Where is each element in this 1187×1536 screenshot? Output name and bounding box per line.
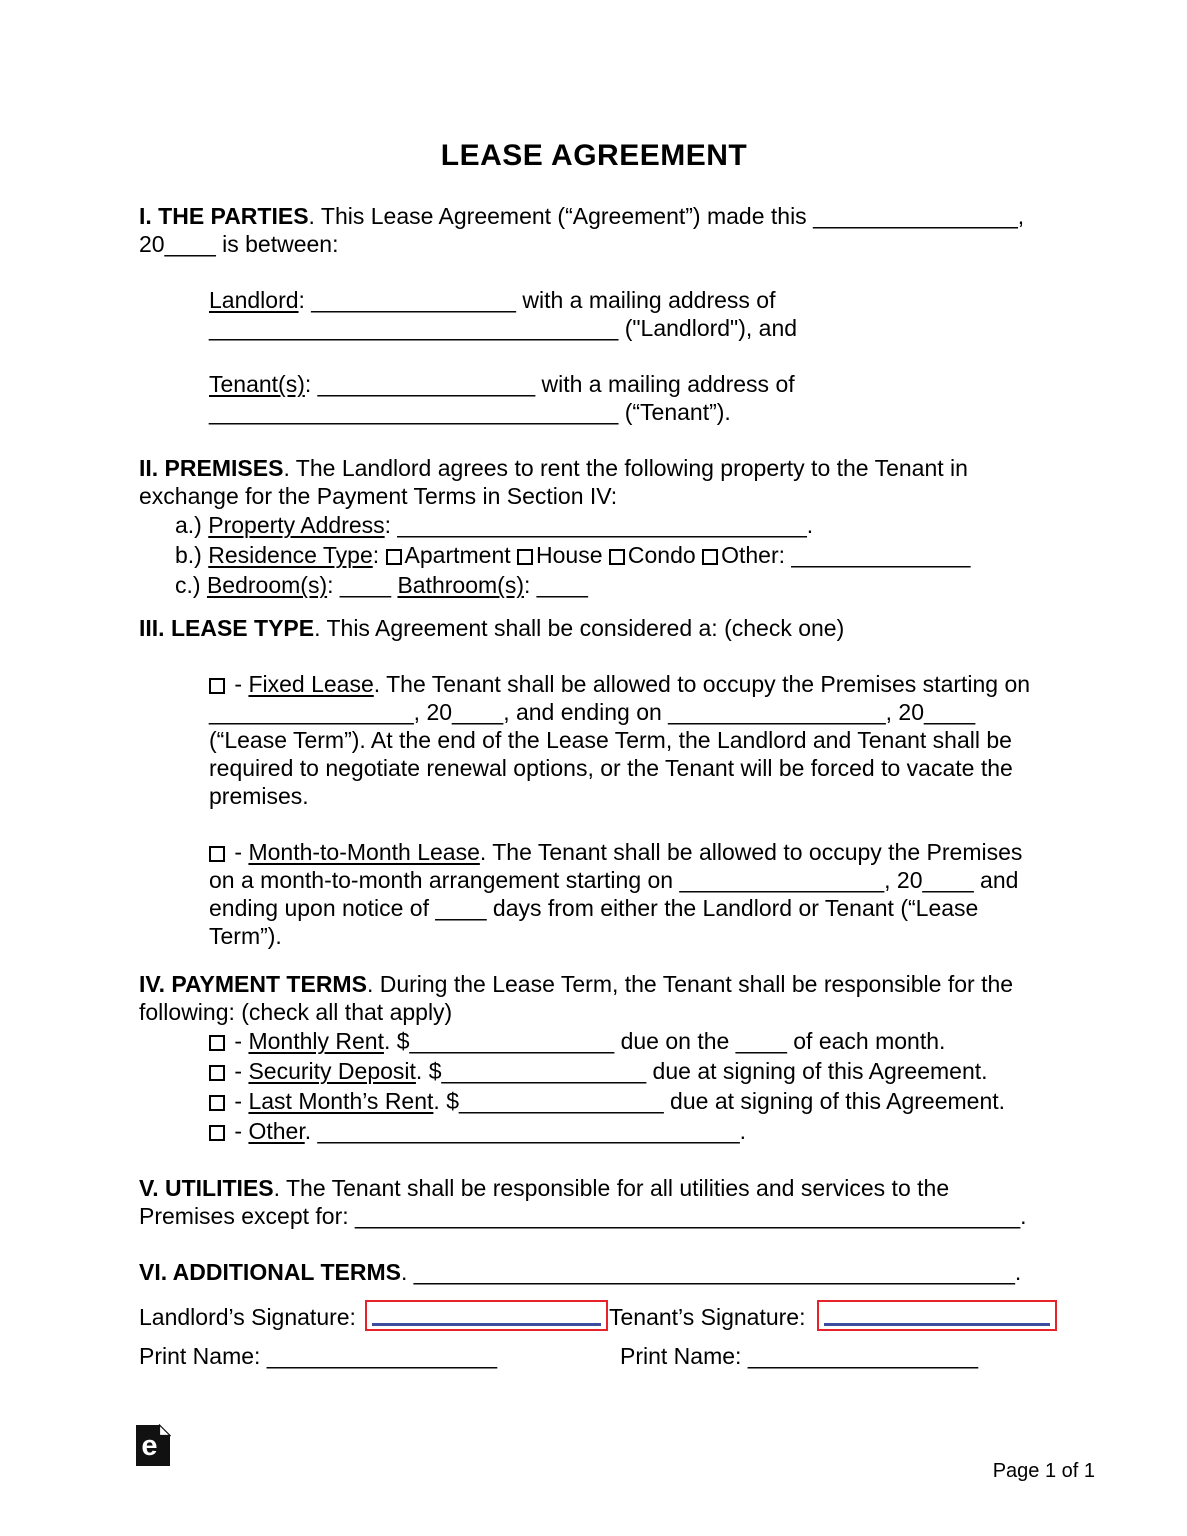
section-additional-terms-blank: . _______________________________________________.: [400, 1259, 1022, 1285]
landlord-signature-field[interactable]: [365, 1300, 608, 1331]
other-payment-label: Other: [248, 1118, 305, 1144]
monthly-rent-text: . $________________ due on the ____ of each month.: [383, 1028, 946, 1054]
tenant-signature-field[interactable]: [817, 1300, 1057, 1331]
section-payment-heading: IV. PAYMENT TERMS: [139, 971, 367, 997]
section-lease-type: [139, 614, 1049, 642]
eforms-logo: [135, 1424, 171, 1467]
monthly-rent-label: Monthly Rent: [248, 1028, 384, 1054]
checkbox-other-payment[interactable]: [209, 1125, 225, 1141]
section-lease-type-text: . This Agreement shall be considered a: (check one): [314, 615, 845, 641]
page-number: Page 1 of 1: [992, 1460, 1095, 1482]
dash: -: [228, 1028, 249, 1054]
section-utilities: [139, 1174, 1049, 1230]
month-to-month-text: . The Tenant shall be allowed to occupy the Premises on a month-to-month arrangement starting on ________________, 20____ and ending upon notice of ____ days from either the Landlord or Tenant (“Lease Term”).: [209, 839, 1023, 949]
section-payment-terms: [139, 970, 1049, 1026]
residence-type-label: Residence Type: [208, 542, 373, 568]
section-additional-terms-heading: VI. ADDITIONAL TERMS: [139, 1259, 401, 1285]
property-address-label: Property Address: [208, 512, 385, 538]
payment-item-other: [209, 1116, 1049, 1146]
landlord-signature-label: Landlord’s Signature:: [139, 1304, 356, 1330]
checkbox-other-residence[interactable]: [702, 549, 718, 565]
month-to-month-clause: [209, 838, 1049, 950]
tenant-signature-label: Tenant’s Signature:: [609, 1304, 806, 1330]
section-lease-type-heading: III. LEASE TYPE: [139, 615, 315, 641]
checkbox-condo[interactable]: [609, 549, 625, 565]
premises-item-property-address: [175, 510, 1049, 540]
premises-item-residence-type: [175, 540, 1049, 570]
dash: -: [228, 1088, 249, 1114]
section-payment-text: . During the Lease Term, the Tenant shall be responsible for the following: (check all that apply): [139, 971, 1014, 1025]
checkbox-house[interactable]: [517, 549, 533, 565]
signature-line: [372, 1323, 601, 1326]
section-parties: [139, 202, 1049, 258]
logo-letter: e: [141, 1430, 158, 1462]
landlord-print-name: Print Name: __________________: [139, 1343, 498, 1369]
premises-item-rooms: [175, 570, 1049, 600]
tenant-label: Tenant(s): [209, 371, 305, 397]
checkbox-apartment[interactable]: [386, 549, 402, 565]
last-months-rent-label: Last Month’s Rent: [248, 1088, 434, 1114]
section-premises-text: . The Landlord agrees to rent the following property to the Tenant in exchange for the Payment Terms in Section IV:: [139, 455, 968, 509]
item-prefix: c.): [175, 572, 207, 598]
section-additional-terms: [139, 1258, 1049, 1286]
landlord-clause: [209, 286, 1049, 342]
section-parties-heading: I. THE PARTIES: [139, 203, 309, 229]
payment-item-monthly-rent: [209, 1026, 1049, 1056]
payment-item-security-deposit: [209, 1056, 1049, 1086]
option-condo-label: Condo: [627, 542, 696, 568]
dash: -: [228, 839, 249, 865]
signature-line: [824, 1323, 1050, 1326]
document-title: LEASE AGREEMENT: [440, 139, 748, 172]
bathrooms-blank: : ____: [524, 572, 588, 598]
dash: -: [228, 1058, 249, 1084]
tenant-clause: [209, 370, 1049, 426]
bedrooms-blank: : ____: [327, 572, 398, 598]
bedrooms-label: Bedroom(s): [206, 572, 328, 598]
dash: -: [228, 1118, 249, 1144]
month-to-month-label: Month-to-Month Lease: [248, 839, 480, 865]
landlord-clause-text: : ________________ with a mailing address of ________________________________ ("Landlord"), and: [209, 287, 798, 341]
checkbox-fixed-lease[interactable]: [209, 678, 225, 694]
security-deposit-label: Security Deposit: [248, 1058, 416, 1084]
item-prefix: b.): [175, 542, 209, 568]
option-other-label: Other: ______________: [721, 542, 971, 568]
other-payment-blank: . _________________________________.: [304, 1118, 747, 1144]
landlord-label: Landlord: [209, 287, 299, 313]
option-apartment-label: Apartment: [404, 542, 511, 568]
fixed-lease-clause: [209, 670, 1049, 810]
section-premises-heading: II. PREMISES: [139, 455, 284, 481]
tenant-clause-text: : _________________ with a mailing address of ________________________________ (“Tenant”).: [209, 371, 795, 425]
checkbox-month-to-month[interactable]: [209, 846, 225, 862]
section-parties-text: . This Lease Agreement (“Agreement”) made this ________________, 20____ is between:: [139, 203, 1025, 257]
security-deposit-text: . $________________ due at signing of this Agreement.: [415, 1058, 988, 1084]
signature-block: [139, 1300, 1049, 1396]
fixed-lease-text: . The Tenant shall be allowed to occupy the Premises starting on ________________, 20____, and ending on _________________, 20____ (“Lease Term”). At the end of the Lease Term, the Landlord and Tenant shall be required to negotiate renewal options, or the Tenant will be forced to vacate the premises.: [209, 671, 1031, 809]
property-address-blank: : ________________________________.: [384, 512, 814, 538]
section-utilities-heading: V. UTILITIES: [139, 1175, 274, 1201]
dash: -: [228, 671, 249, 697]
checkbox-security-deposit[interactable]: [209, 1065, 225, 1081]
item-prefix: a.): [175, 512, 209, 538]
tenant-print-name: Print Name: __________________: [620, 1343, 979, 1369]
fixed-lease-label: Fixed Lease: [248, 671, 374, 697]
bathrooms-label: Bathroom(s): [397, 572, 524, 598]
residence-type-colon: :: [372, 542, 386, 568]
document-content: [139, 0, 1049, 1396]
checkbox-last-months-rent[interactable]: [209, 1095, 225, 1111]
last-months-rent-text: . $________________ due at signing of this Agreement.: [433, 1088, 1006, 1114]
checkbox-monthly-rent[interactable]: [209, 1035, 225, 1051]
payment-item-last-months-rent: [209, 1086, 1049, 1116]
option-house-label: House: [536, 542, 603, 568]
section-utilities-text: . The Tenant shall be responsible for all utilities and services to the Premises except for: ____________________________________________________.: [139, 1175, 1027, 1229]
section-premises: [139, 454, 1049, 510]
